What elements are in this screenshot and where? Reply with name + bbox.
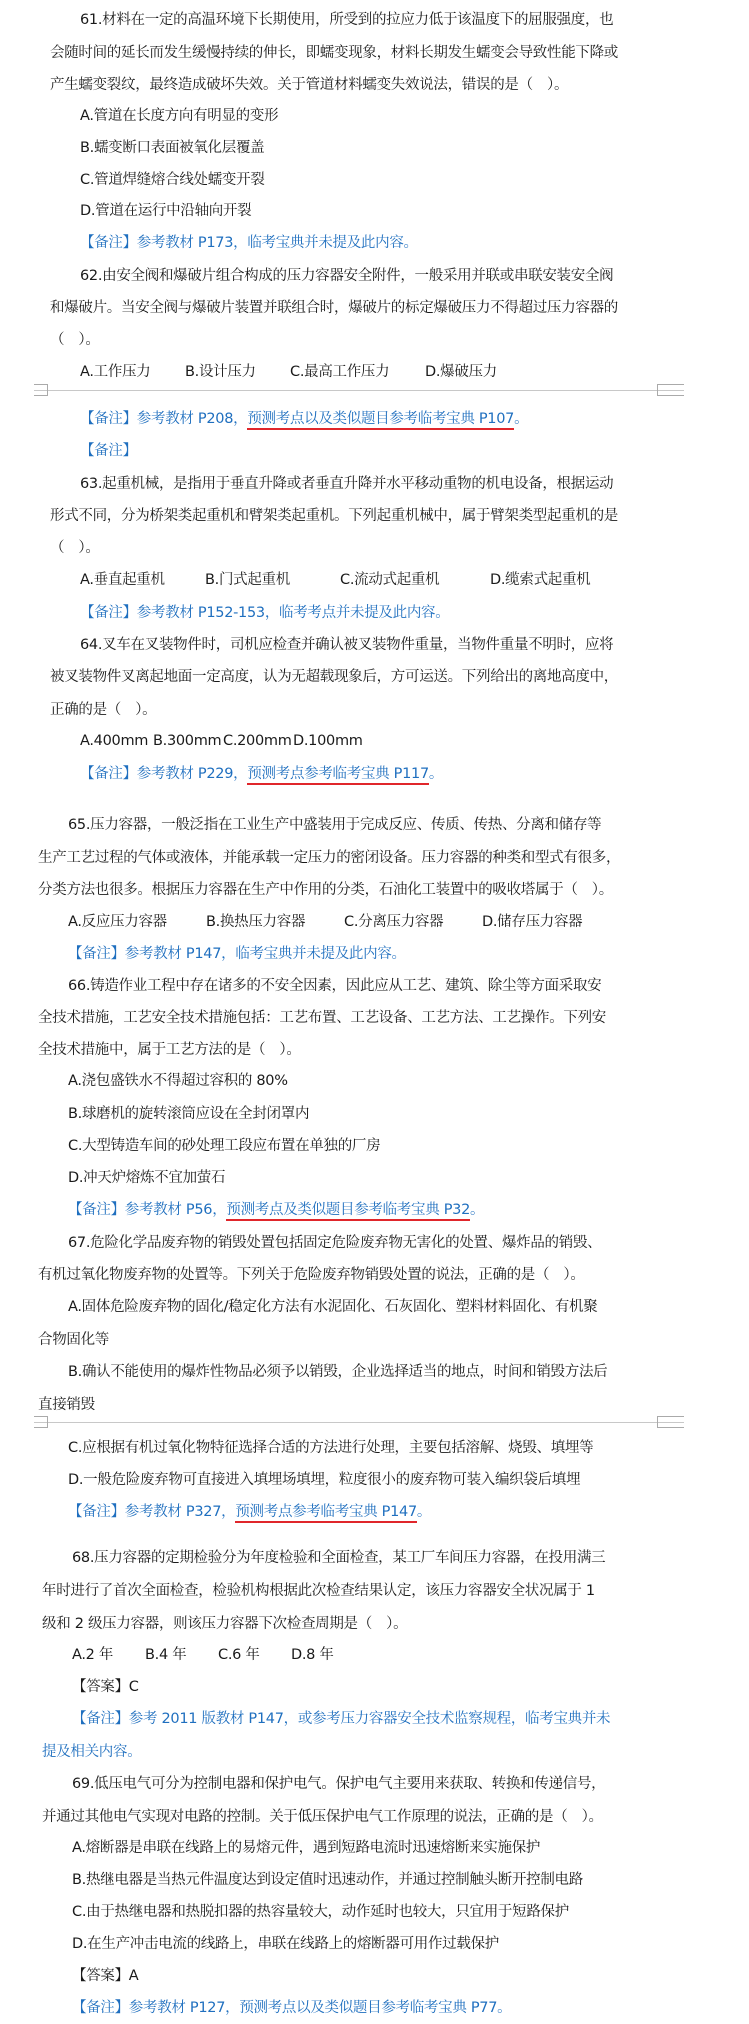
option-b: B.设计压力 [185, 364, 256, 380]
option-c: C.由于热继电器和热脱扣器的热容量较大，动作延时也较大，只宜用于短路保护 [72, 1904, 569, 1920]
option-c: C.最高工作压力 [290, 364, 390, 380]
page-corner-mark-left [34, 1416, 48, 1428]
option-d: D.管道在运行中沿轴向开裂 [80, 203, 252, 219]
reference-note-empty: 【备注】 [80, 443, 137, 459]
options-row [72, 1645, 334, 1665]
question-text: 68.压力容器的定期检验分为年度检验和全面检查，某工厂车间压力容器，在投用满三 [72, 1550, 606, 1566]
option-b: B.门式起重机 [205, 572, 290, 588]
note-suffix: 。 [514, 411, 529, 427]
answer: 【答案】C [72, 1679, 139, 1695]
option-a: A.反应压力容器 [68, 914, 167, 930]
option-a: A.管道在长度方向有明显的变形 [80, 108, 279, 124]
option-c: C.大型铸造车间的砂处理工段应布置在单独的厂房 [68, 1138, 381, 1154]
option-b-cont: 直接销毁 [38, 1397, 95, 1413]
option-c: C.应根据有机过氧化物特征选择合适的方法进行处理，主要包括溶解、烧毁、填埋等 [68, 1440, 594, 1456]
option-d: D.缆索式起重机 [490, 572, 591, 588]
options-row [80, 570, 590, 590]
option-d: D.8 年 [291, 1647, 334, 1663]
question-text: 并通过其他电气实现对电路的控制。关于低压保护电气工作原理的说法，正确的是（ ）。 [42, 1809, 603, 1825]
reference-note: 【备注】参考教材 P152-153，临考考点并未提及此内容。 [80, 605, 450, 621]
question-text: 年时进行了首次全面检查，检验机构根据此次检查结果认定，该压力容器安全状况属于 1 [42, 1583, 595, 1599]
question-text: 66.铸造作业工程中存在诸多的不安全因素，因此应从工艺、建筑、除尘等方面采取安 [68, 978, 602, 994]
question-text: 62.由安全阀和爆破片组合构成的压力容器安全附件，一般采用并联或串联安装安全阀 [80, 268, 614, 284]
option-b: B.蠕变断口表面被氧化层覆盖 [80, 140, 265, 156]
option-a: A.熔断器是串联在线路上的易熔元件，遇到短路电流时迅速熔断来实施保护 [72, 1840, 541, 1856]
question-text: 有机过氧化物废弃物的处置等。下列关于危险废弃物销毁处置的说法，正确的是（ ）。 [38, 1267, 585, 1283]
note-prefix: 【备注】参考教材 P229， [80, 766, 248, 782]
option-c: C.流动式起重机 [340, 572, 440, 588]
option-d: D.100mm [293, 733, 363, 749]
question-text: （ ）。 [50, 332, 100, 348]
question-text: 被叉装物件叉离起地面一定高度，认为无超载现象后，方可运送。下列给出的离地高度中， [50, 669, 618, 685]
option-d: D.储存压力容器 [482, 914, 583, 930]
reference-note [68, 1200, 484, 1220]
reference-note: 【备注】参考教材 P147，临考宝典并未提及此内容。 [68, 946, 406, 962]
option-d: D.一般危险废弃物可直接进入填埋场填埋，粒度很小的废弃物可装入编织袋后填埋 [68, 1472, 581, 1488]
question-text: 级和 2 级压力容器，则该压力容器下次检查周期是（ ）。 [42, 1616, 408, 1632]
option-b: B.300mm [153, 733, 222, 749]
page-break-rule [34, 1422, 684, 1423]
question-text: （ ）。 [50, 540, 100, 556]
option-c: C.200mm [223, 733, 292, 749]
reference-note [68, 1502, 431, 1522]
option-c: C.管道焊缝熔合线处蠕变开裂 [80, 172, 265, 188]
options-row [80, 731, 363, 751]
question-text: 67.危险化学品废弃物的销毁处置包括固定危险废弃物无害化的处置、爆炸品的销毁、 [68, 1235, 602, 1251]
note-prefix: 【备注】参考教材 P327， [68, 1504, 236, 1520]
note-highlight: 预测考点以及类似题目参考临考宝典 P107 [247, 411, 514, 430]
option-a: A.400mm [80, 733, 149, 749]
question-text: 64.叉车在叉装物件时，司机应检查并确认被叉装物件重量，当物件重量不明时，应将 [80, 637, 614, 653]
question-text: 分类方法也很多。根据压力容器在生产中作用的分类，石油化工装置中的吸收塔属于（ ）。 [38, 882, 613, 898]
reference-note [80, 409, 528, 429]
question-text: 63.起重机械，是指用于垂直升降或者垂直升降并水平移动重物的机电设备，根据运动 [80, 476, 614, 492]
note-highlight: 预测考点及类似题目参考临考宝典 P32 [226, 1202, 470, 1221]
question-text: 69.低压电气可分为控制电器和保护电气。保护电气主要用来获取、转换和传递信号， [72, 1776, 606, 1792]
question-text: 全技术措施，工艺安全技术措施包括：工艺布置、工艺设备、工艺方法、工艺操作。下列安 [38, 1010, 606, 1026]
option-b: B.4 年 [145, 1647, 187, 1663]
option-b: B.热继电器是当热元件温度达到设定值时迅速动作，并通过控制触头断开控制电路 [72, 1872, 583, 1888]
question-text: 正确的是（ ）。 [50, 702, 157, 718]
question-text: 会随时间的延长而发生缓慢持续的伸长，即蠕变现象，材料长期发生蠕变会导致性能下降或 [50, 45, 618, 61]
question-text: 61.材料在一定的高温环境下长期使用，所受到的拉应力低于该温度下的屈服强度，也 [80, 12, 614, 28]
option-d: D.爆破压力 [425, 364, 497, 380]
option-c: C.分离压力容器 [344, 914, 444, 930]
option-a: A.垂直起重机 [80, 572, 165, 588]
question-text: 形式不同，分为桥架类起重机和臂架类起重机。下列起重机械中，属于臂架类型起重机的是 [50, 508, 618, 524]
page-break [34, 1416, 684, 1430]
options-row [68, 912, 582, 932]
note-suffix: 。 [470, 1202, 485, 1218]
question-text: 和爆破片。当安全阀与爆破片装置并联组合时，爆破片的标定爆破压力不得超过压力容器的 [50, 300, 618, 316]
question-text: 65.压力容器，一般泛指在工业生产中盛装用于完成反应、传质、传热、分离和储存等 [68, 817, 602, 833]
options-row [80, 362, 497, 382]
reference-note: 【备注】参考教材 P173，临考宝典并未提及此内容。 [80, 235, 418, 251]
reference-note-cont: 提及相关内容。 [42, 1744, 142, 1760]
page-corner-mark-right [657, 1416, 684, 1428]
option-a: A.2 年 [72, 1647, 114, 1663]
reference-note: 【备注】参考 2011 版教材 P147，或参考压力容器安全技术监察规程，临考宝典并未 [72, 1711, 611, 1727]
note-highlight: 预测考点参考临考宝典 P147 [235, 1504, 417, 1523]
question-text: 产生蠕变裂纹，最终造成破坏失效。关于管道材料蠕变失效说法，错误的是（ ）。 [50, 77, 569, 93]
note-suffix: 。 [416, 1504, 432, 1520]
answer: 【答案】A [72, 1968, 139, 1984]
option-d: D.在生产冲击电流的线路上，串联在线路上的熔断器可用作过载保护 [72, 1936, 499, 1952]
question-text: 生产工艺过程的气体或液体，并能承载一定压力的密闭设备。压力容器的种类和型式有很多， [38, 850, 621, 866]
page-corner-mark-left [34, 384, 48, 396]
reference-note [80, 764, 443, 784]
option-c: C.6 年 [218, 1647, 260, 1663]
option-a: A.浇包盛铁水不得超过容积的 80% [68, 1073, 288, 1089]
option-b: B.确认不能使用的爆炸性物品必须予以销毁，企业选择适当的地点，时间和销毁方法后 [68, 1364, 608, 1380]
option-a-cont: 合物固化等 [38, 1332, 109, 1348]
note-prefix: 【备注】参考教材 P56， [68, 1202, 227, 1218]
option-a: A.工作压力 [80, 364, 151, 380]
note-prefix: 【备注】参考教材 P208， [80, 411, 248, 427]
note-highlight: 预测考点参考临考宝典 P117 [247, 766, 429, 785]
reference-note: 【备注】参考教材 P127，预测考点以及类似题目参考临考宝典 P77。 [72, 2000, 512, 2016]
option-b: B.球磨机的旋转滚筒应设在全封闭罩内 [68, 1106, 310, 1122]
option-d: D.冲天炉熔炼不宜加萤石 [68, 1170, 226, 1186]
note-suffix: 。 [428, 766, 444, 782]
page-break-rule [34, 390, 684, 391]
option-b: B.换热压力容器 [206, 914, 306, 930]
page-corner-mark-right [657, 384, 684, 396]
page-break [34, 384, 684, 398]
question-text: 全技术措施中，属于工艺方法的是（ ）。 [38, 1042, 301, 1058]
option-a: A.固体危险废弃物的固化/稳定化方法有水泥固化、石灰固化、塑料材料固化、有机聚 [68, 1299, 598, 1315]
